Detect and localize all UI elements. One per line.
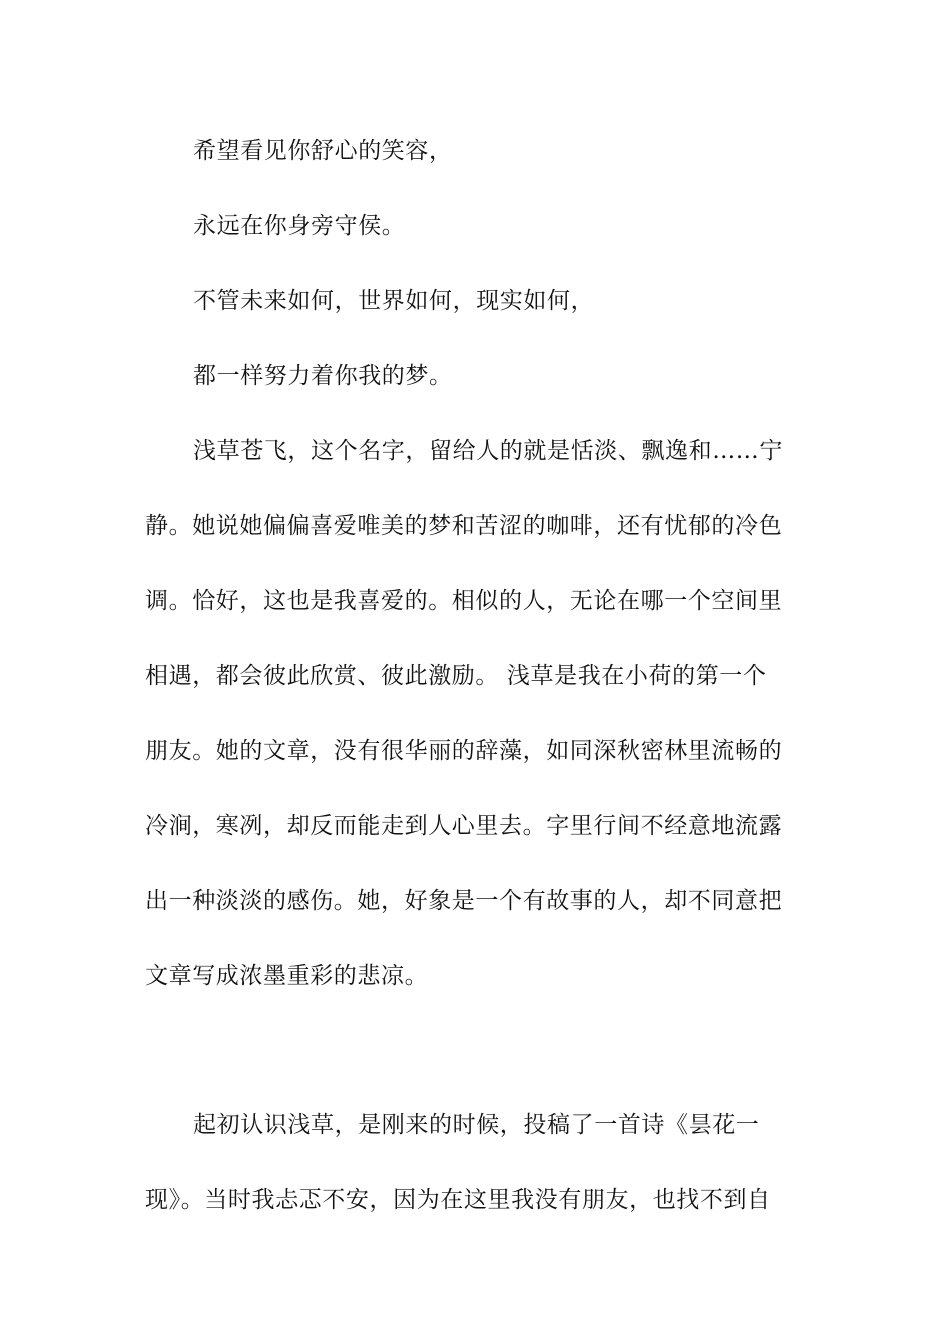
paragraph-line: 朋友。她的文章，没有很华丽的辞藻，如同深秋密林里流畅的 [145, 738, 783, 764]
paragraph-line: 起初认识浅草，是刚来的时候，投稿了一首诗《昙花一 [193, 1112, 760, 1138]
paragraph-line: 出一种淡淡的感伤。她，好象是一个有故事的人，却不同意把 [145, 888, 783, 914]
paragraph-line: 冷涧，寒冽，却反而能走到人心里去。字里行间不经意地流露 [145, 813, 783, 839]
paragraph-line: 现》。当时我忐忑不安，因为在这里我没有朋友，也找不到自 [145, 1187, 771, 1213]
paragraph-line: 静。她说她偏偏喜爱唯美的梦和苦涩的咖啡，还有忧郁的冷色 [145, 513, 783, 539]
poem-line: 都一样努力着你我的梦。 [193, 363, 453, 389]
paragraph-line: 文章写成浓墨重彩的悲凉。 [145, 963, 429, 989]
poem-line: 希望看见你舒心的笑容， [193, 138, 453, 164]
poem-line: 永远在你身旁守侯。 [193, 213, 406, 239]
paragraph-line: 浅草苍飞，这个名字，留给人的就是恬淡、飘逸和……宁 [193, 438, 783, 464]
paragraph-line: 调。恰好，这也是我喜爱的。相似的人，无论在哪一个空间里 [145, 588, 783, 614]
poem-line: 不管未来如何，世界如何，现实如何， [193, 288, 595, 314]
paragraph-line: 相遇，都会彼此欣赏、彼此激励。 浅草是我在小荷的第一个 [145, 663, 767, 689]
